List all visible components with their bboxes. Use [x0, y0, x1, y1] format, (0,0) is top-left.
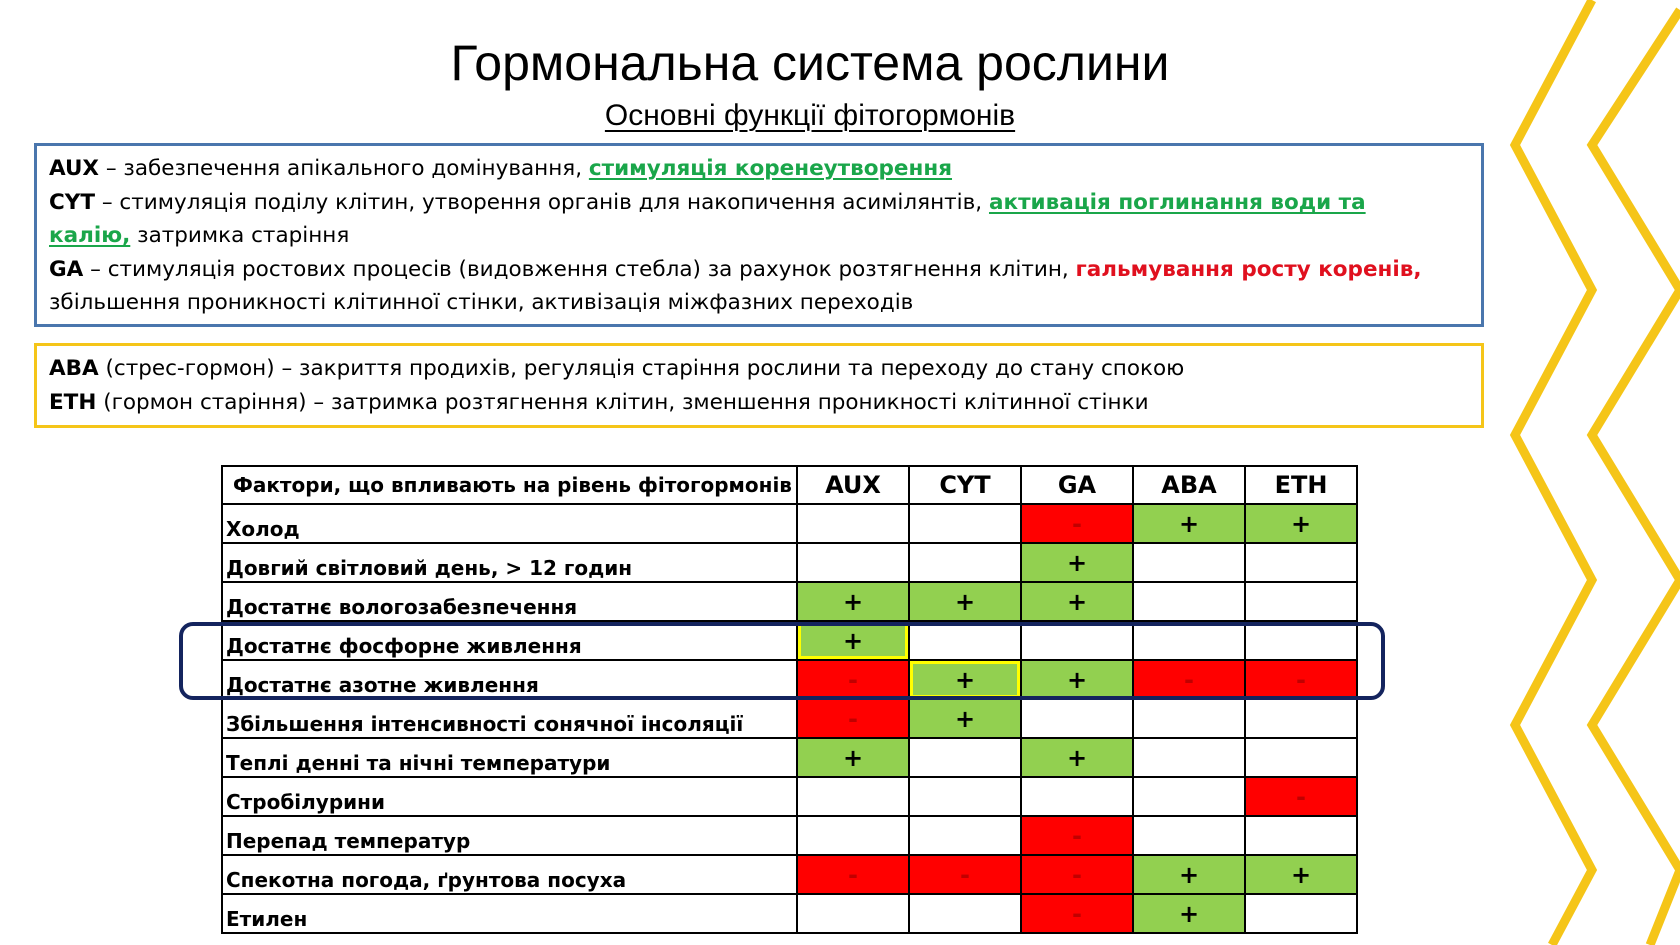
- effect-cell: +: [1021, 660, 1133, 699]
- subtitle-text: Основні функції фітогормонів: [604, 99, 1016, 132]
- effect-cell: +: [909, 660, 1021, 699]
- table-row: [222, 582, 1357, 621]
- factor-label: Достатнє вологозабезпечення: [222, 582, 797, 621]
- factor-label: Холод: [222, 504, 797, 543]
- effect-cell: +: [797, 621, 909, 660]
- effect-cell: -: [1245, 777, 1357, 816]
- effect-cell: [797, 543, 909, 582]
- effect-cell: +: [1133, 855, 1245, 894]
- factor-label: Етилен: [222, 894, 797, 933]
- aux-text: – забезпечення апікального домінування,: [99, 156, 589, 181]
- table-row: [222, 816, 1357, 855]
- stress-hormones-box: [34, 343, 1484, 428]
- factor-label: Перепад температур: [222, 816, 797, 855]
- effect-cell: +: [1021, 738, 1133, 777]
- effect-cell: [909, 816, 1021, 855]
- cyt-text: – стимуляція поділу клітин, утворення органів для накопичення асимілянтів,: [95, 189, 989, 215]
- ga-text: – стимуляція ростових процесів (видовження стебла) за рахунок розтягнення клітин,: [83, 256, 1076, 282]
- effect-cell: [909, 543, 1021, 582]
- table-body: [222, 504, 1357, 933]
- effect-cell: -: [797, 660, 909, 699]
- effect-cell: -: [797, 699, 909, 738]
- effect-cell: [1133, 699, 1245, 738]
- factor-label: Збільшення інтенсивності сонячної інсоляції: [222, 699, 797, 738]
- page-title: Гормональна система рослини: [450, 35, 1170, 91]
- ga-label: GA: [49, 256, 84, 282]
- cyt-line-2: [49, 219, 1469, 253]
- header-aux: AUX: [797, 466, 909, 504]
- effect-cell: [797, 894, 909, 933]
- effect-cell: +: [1245, 855, 1357, 894]
- effect-cell: [797, 816, 909, 855]
- effect-cell: [1133, 816, 1245, 855]
- cyt-text-2: затримка старіння: [130, 223, 350, 248]
- factor-label: Теплі денні та нічні температури: [222, 738, 797, 777]
- effect-cell: +: [1133, 894, 1245, 933]
- zigzag-line-left: [1515, 0, 1592, 945]
- effect-cell: +: [909, 582, 1021, 621]
- table-row: [222, 660, 1357, 699]
- effect-cell: [1133, 777, 1245, 816]
- table-row: [222, 894, 1357, 933]
- table-row: [222, 855, 1357, 894]
- aba-label: ABA: [49, 356, 99, 381]
- eth-label: ETH: [49, 389, 97, 415]
- table-row: [222, 699, 1357, 738]
- effect-cell: -: [1021, 816, 1133, 855]
- effect-cell: [1245, 582, 1357, 621]
- effect-cell: [909, 504, 1021, 543]
- effect-cell: +: [1021, 543, 1133, 582]
- effect-cell: -: [1021, 855, 1133, 894]
- header-cyt: CYT: [909, 466, 1021, 504]
- effect-cell: +: [1245, 504, 1357, 543]
- ga-text-2: збільшення проникності клітинної стінки, активізація міжфазних переходів: [49, 290, 914, 315]
- effect-cell: +: [909, 699, 1021, 738]
- aux-line: [49, 152, 1469, 186]
- cyt-label: CYT: [49, 189, 96, 215]
- effect-cell: [1021, 699, 1133, 738]
- table-row: [222, 621, 1357, 660]
- table-header-row: [222, 466, 1357, 504]
- hormone-functions-box: [34, 143, 1484, 327]
- effect-cell: [1021, 621, 1133, 660]
- header-aba: ABA: [1133, 466, 1245, 504]
- effect-cell: -: [909, 855, 1021, 894]
- table-row: [222, 504, 1357, 543]
- effect-cell: [797, 777, 909, 816]
- table-row: [222, 777, 1357, 816]
- effect-cell: [909, 777, 1021, 816]
- effect-cell: [1021, 777, 1133, 816]
- effect-cell: +: [1133, 504, 1245, 543]
- effect-cell: +: [1021, 582, 1133, 621]
- aux-label: AUX: [49, 156, 100, 181]
- effect-cell: [1245, 816, 1357, 855]
- effect-cell: [909, 894, 1021, 933]
- eth-line: [49, 386, 1469, 420]
- effect-cell: [797, 504, 909, 543]
- aux-green-text: стимуляція коренеутворення: [588, 156, 953, 181]
- effect-cell: [1133, 738, 1245, 777]
- header-factor: Фактори, що впливають на рівень фітогормонів: [222, 466, 797, 504]
- aba-text: (стрес-гормон) – закриття продихів, регуляція старіння рослини та переходу до стану спокою: [98, 356, 1185, 381]
- effect-cell: -: [1021, 894, 1133, 933]
- effect-cell: [1245, 621, 1357, 660]
- effect-cell: [1133, 543, 1245, 582]
- table-row: [222, 543, 1357, 582]
- factor-label: Довгий світловий день, > 12 годин: [222, 543, 797, 582]
- aba-line: [49, 352, 1469, 386]
- effect-cell: -: [1245, 660, 1357, 699]
- effect-cell: +: [797, 738, 909, 777]
- ga-line-2: [49, 286, 1469, 320]
- factor-label: Стробілурини: [222, 777, 797, 816]
- effect-cell: [1245, 894, 1357, 933]
- cyt-green-text-2: калію,: [49, 223, 131, 248]
- factor-label: Спекотна погода, ґрунтова посуха: [222, 855, 797, 894]
- table-row: [222, 738, 1357, 777]
- effect-cell: -: [1021, 504, 1133, 543]
- effect-cell: [1133, 582, 1245, 621]
- header-ga: GA: [1021, 466, 1133, 504]
- cyt-green-text-1: активація поглинання води та: [988, 189, 1366, 215]
- effect-cell: -: [1133, 660, 1245, 699]
- zigzag-line-right: [1592, 10, 1680, 945]
- effect-cell: [1245, 543, 1357, 582]
- effect-cell: [1133, 621, 1245, 660]
- effect-cell: +: [797, 582, 909, 621]
- ga-red-text: гальмування росту коренів,: [1075, 256, 1422, 282]
- factors-table: [221, 465, 1358, 934]
- effect-cell: [909, 738, 1021, 777]
- page-subtitle: [0, 98, 1620, 134]
- effect-cell: [1245, 699, 1357, 738]
- header-eth: ETH: [1245, 466, 1357, 504]
- effect-cell: [1245, 738, 1357, 777]
- ga-line: [49, 253, 1469, 287]
- eth-text: (гормон старіння) – затримка розтягнення клітин, зменшення проникності клітинної стінки: [96, 389, 1149, 415]
- factor-label: Достатнє фосфорне живлення: [222, 621, 797, 660]
- cyt-line: [49, 186, 1469, 220]
- effect-cell: [909, 621, 1021, 660]
- effect-cell: -: [797, 855, 909, 894]
- factor-label: Достатнє азотне живлення: [222, 660, 797, 699]
